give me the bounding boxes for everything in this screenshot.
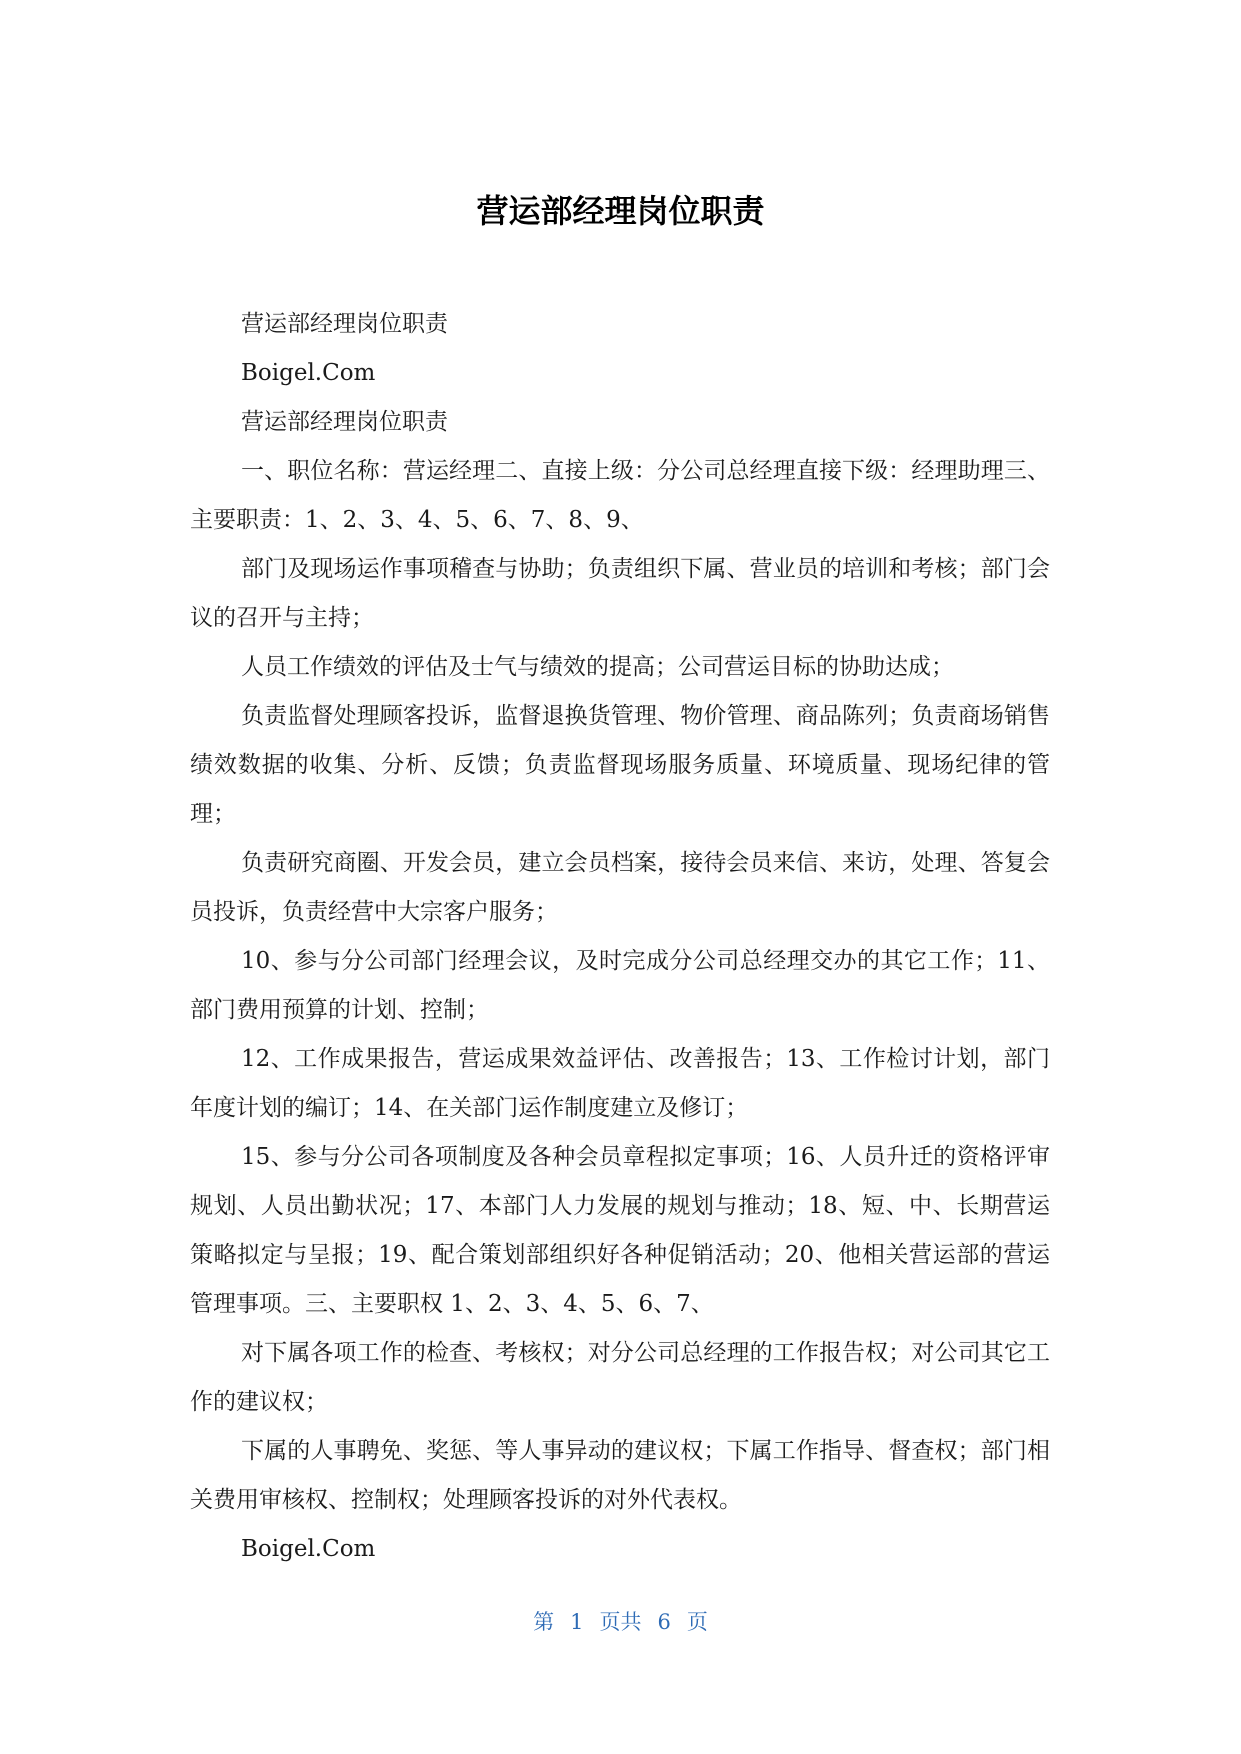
- paragraph: 负责监督处理顾客投诉，监督退换货管理、物价管理、商品陈列；负责商场销售绩效数据的收集、分析、反馈；负责监督现场服务质量、环境质量、现场纪律的管理；: [190, 703, 1050, 827]
- paragraph: Boigel.Com: [241, 1536, 376, 1562]
- paragraph: 对下属各项工作的检查、考核权；对分公司总经理的工作报告权；对公司其它工作的建议权；: [190, 1340, 1050, 1415]
- paragraph: 营运部经理岗位职责: [241, 409, 448, 435]
- paragraph: 下属的人事聘免、奖惩、等人事异动的建议权；下属工作指导、督查权；部门相关费用审核权、控制权；处理顾客投诉的对外代表权。: [190, 1438, 1050, 1513]
- paragraph: 一、职位名称：营运经理二、直接上级：分公司总经理直接下级：经理助理三、主要职责：1、2、3、4、5、6、7、8、9、: [190, 458, 1050, 533]
- document-body: [190, 300, 1050, 1574]
- paragraph: 10、参与分公司部门经理会议，及时完成分公司总经理交办的其它工作；11、部门费用预算的计划、控制；: [190, 948, 1050, 1023]
- paragraph: 部门及现场运作事项稽查与协助；负责组织下属、营业员的培训和考核；部门会议的召开与主持；: [190, 556, 1050, 631]
- total-pages-number: 6: [657, 1610, 671, 1634]
- document-title: 营运部经理岗位职责: [476, 192, 765, 230]
- footer-prefix: 第: [533, 1610, 555, 1634]
- paragraph: 负责研究商圈、开发会员，建立会员档案，接待会员来信、来访，处理、答复会员投诉，负责经营中大宗客户服务；: [190, 850, 1050, 925]
- footer-suffix: 页: [686, 1610, 708, 1634]
- paragraph: 人员工作绩效的评估及士气与绩效的提高；公司营运目标的协助达成；: [241, 654, 954, 680]
- footer-middle: 页共: [599, 1610, 642, 1634]
- paragraph: 12、工作成果报告，营运成果效益评估、改善报告；13、工作检讨计划，部门年度计划的编订；14、在关部门运作制度建立及修订；: [190, 1046, 1050, 1121]
- current-page-number: 1: [570, 1610, 584, 1634]
- paragraph: Boigel.Com: [241, 360, 376, 386]
- paragraph: 15、参与分公司各项制度及各种会员章程拟定事项；16、人员升迁的资格评审规划、人员出勤状况；17、本部门人力发展的规划与推动；18、短、中、长期营运策略拟定与呈报；19、配合策划部组织好各种促销活动；20、他相关营运部的营运管理事项。三、主要职权 1、2、3、4、5、6、7、: [190, 1144, 1050, 1317]
- paragraph: 营运部经理岗位职责: [241, 311, 448, 337]
- page-footer: [0, 1606, 1241, 1636]
